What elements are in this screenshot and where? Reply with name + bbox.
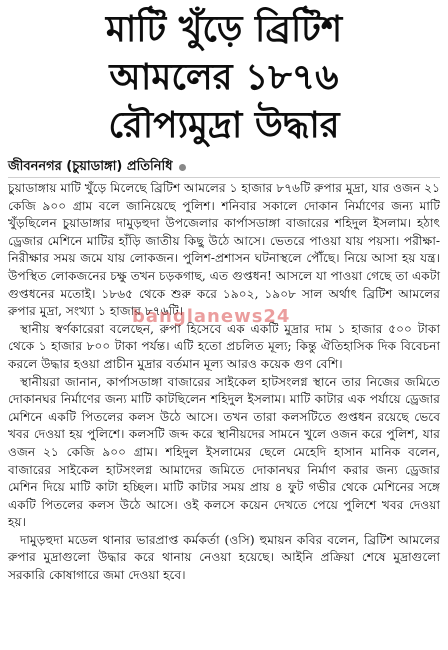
article-body bbox=[8, 180, 440, 585]
headline bbox=[8, 6, 440, 150]
headline-line-3: রৌপ্যমুদ্রা উদ্ধার bbox=[108, 105, 340, 146]
byline-text: জীবননগর (চুয়াডাঙ্গা) প্রতিনিধি bbox=[8, 159, 173, 174]
article-paragraph-2: স্থানীয় স্বর্ণকারেরা বলেছেন, রুপা হিসেবে এক একটি মুদ্রার দাম ১ হাজার ৫০০ টাকা থেকে ১ হাজার ৮০০ টাকা পর্যন্ত। এটি হতো প্রচলিত মূল্য; কিন্তু ঐতিহাসিক দিক বিবেচনা করলে উদ্ধার হওয়া প্রাচীন মুদ্রার বর্তমান মূল্য আরও কয়েক গুণ বেশি। bbox=[8, 321, 440, 371]
watermark-logo: banglanews24 bbox=[132, 306, 291, 327]
article-paragraph-3: স্থানীয়রা জানান, কার্পাসডাঙ্গা বাজারের সাইকেল হাটসংলগ্ন স্থানে তার নিজের জমিতে দোকানঘর নির্মাণের জন্য মাটি কাটছিলেন শহিদুল ইসলাম। মাটি কাটার এক পর্যায়ে ড্রেজার মেশিনে একটি পিতলের কলস উঠে আসে। তখন তারা কলসটিতে গুপ্তধন রয়েছে ভেবে খবর দেওয়া হয় পুলিশে। কলসটি জব্দ করে স্থানীয়দের সামনে খুলে ওজন করে পুলিশ, যার ওজন ২১ কেজি ৯০০ গ্রাম। শহিদুল ইসলামের ছেলে মেহেদি হাসান মানিক বলেন, বাজারের সাইকেল হাটসংলগ্ন আমাদের জমিতে দোকানঘর নির্মাণ করার জন্য ড্রেজার মেশিন দিয়ে মাটি কাটা হচ্ছিল। মাটি কাটার সময় প্রায় ৪ ফুট গভীর থেকে মেশিনের সঙ্গে একটি পিতলের কলস উঠে আসে। ওই কলসে কয়েন দেখতে পেয়ে পুলিশে খবর দেওয়া হয়। bbox=[8, 374, 440, 530]
article-paragraph-4: দামুড়হুদা মডেল থানার ভারপ্রাপ্ত কর্মকর্তা (ওসি) হুমায়ন কবির বলেন, ব্রিটিশ আমলের রুপার মুদ্রাগুলো উদ্ধার করে থানায় নেওয়া হয়েছে। আইনি প্রক্রিয়া শেষে মুদ্রাগুলো সরকারি কোষাগারে জমা দেওয়া হবে। bbox=[8, 532, 440, 583]
bullet-icon bbox=[179, 164, 186, 171]
article-paragraph-1: চুয়াডাঙ্গায় মাটি খুঁড়ে মিলেছে ব্রিটিশ আমলের ১ হাজার ৮৭৬টি রুপার মুদ্রা, যার ওজন ২১ কেজি ৯০০ গ্রাম বলে জানিয়েছে পুলিশ। শনিবার সকালে দোকান নির্মাণের জন্য মাটি খুঁড়ছিলেন চুয়াডাঙ্গার দামুড়হুদা উপজেলার কার্পাসডাঙ্গা বাজারের শহিদুল ইসলাম। হঠাৎ ড্রেজার মেশিনে মাটির হাঁড়ি জাতীয় কিছু উঠে আসে। ভেতরে পাওয়া যায় পয়সা। পরীক্ষা-নিরীক্ষার সময় জমে যায় লোকজন। পুলিশ-প্রশাসন ঘটনাস্থলে পৌঁছে। নিয়ে আসা হয় যন্ত্র। উপস্থিত লোকজনের চক্ষু তখন চড়কগাছ, এত গুপ্তধন! আসলে যা পাওয়া গেছে তা একটা গুপ্তধনের মতোই। ১৮৬৫ থেকে শুরু করে ১৯০২, ১৯০৮ সাল অর্থাৎ ব্রিটিশ আমলের রুপার মুদ্রা, সংখ্যা ১ হাজার ৮৭৬টি। bbox=[8, 181, 440, 319]
headline-line-1: মাটি খুঁড়ে ব্রিটিশ bbox=[105, 9, 343, 50]
headline-line-2: আমলের ১৮৭৬ bbox=[109, 57, 339, 98]
byline bbox=[8, 158, 440, 178]
